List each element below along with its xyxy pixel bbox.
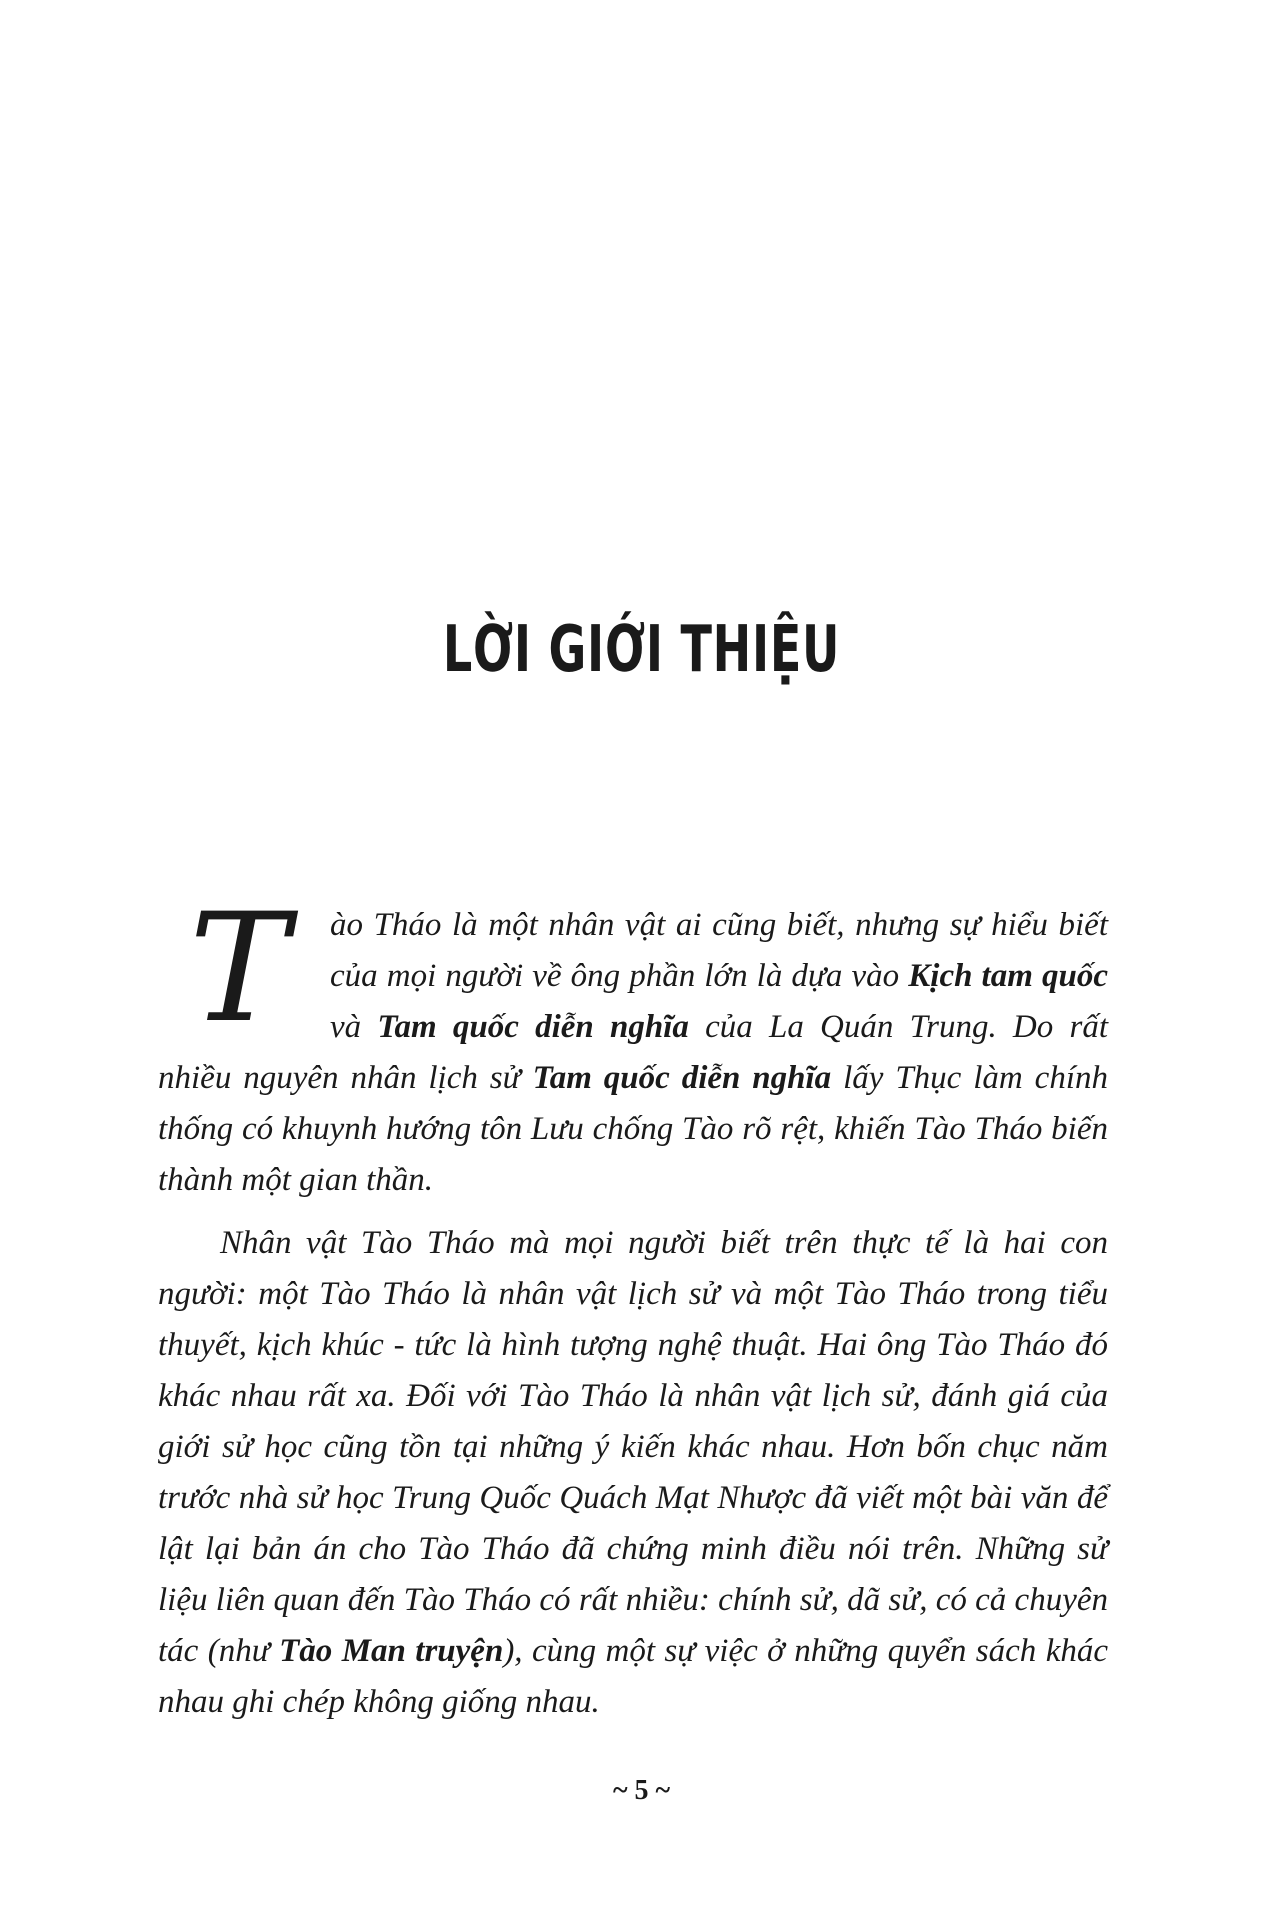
chapter-title: LỜI GIỚI THIỆU	[442, 613, 841, 687]
paragraph-2-text: ), cùng một sự việc ở những quyển sách khác nhau ghi chép không giống nhau.	[158, 1633, 1108, 1720]
bold-term: Tam quốc diễn nghĩa	[532, 1060, 832, 1096]
bold-term: Kịch tam quốc	[908, 958, 1108, 994]
paragraph-2-text: Nhân vật Tào Tháo mà mọi người biết trên thực tế là hai con người: một Tào Tháo là nhân vật lịch sử và một Tào Tháo trong tiểu thuyết, kịch khúc - tức là hình tượng nghệ thuật. Hai ông Tào Tháo đó khác nhau rất xa. Đối với Tào Tháo là nhân vật lịch sử, đánh giá của giới sử học cũng tồn tại những ý kiến khác nhau. Hơn bốn chục năm trước nhà sử học Trung Quốc Quách Mạt Nhược đã viết một bài văn để lật lại bản án cho Tào Tháo đã chứng minh điều nói trên. Những sử liệu liên quan đến Tào Tháo có rất nhiều: chính sử, dã sử, có cả chuyên tác (như	[158, 1225, 1108, 1669]
page-number: ~ 5 ~	[612, 1775, 671, 1806]
paragraph-1-text: ào Tháo là một nhân vật ai cũng biết, nhưng sự hiểu biết của mọi người về ông phần lớn là dựa vào	[330, 907, 1108, 994]
paragraph-1-text: và	[330, 1009, 378, 1045]
dropcap-letter: T	[188, 882, 290, 1056]
bold-term: Tam quốc diễn nghĩa	[377, 1009, 689, 1045]
paragraph-1-text: lấy Thục làm chính thống có khuynh hướng tôn Lưu chống Tào rõ rệt, khiến Tào Tháo biến thành một gian thần.	[158, 1060, 1108, 1198]
body-text	[158, 882, 1108, 1728]
bold-term: Tào Man truyện	[279, 1633, 504, 1669]
paragraph-2	[158, 1218, 1108, 1728]
paragraph-1	[158, 882, 1108, 1206]
paragraph-1-text: của La Quán Trung. Do rất nhiều nguyên nhân lịch sử	[158, 1009, 1108, 1096]
